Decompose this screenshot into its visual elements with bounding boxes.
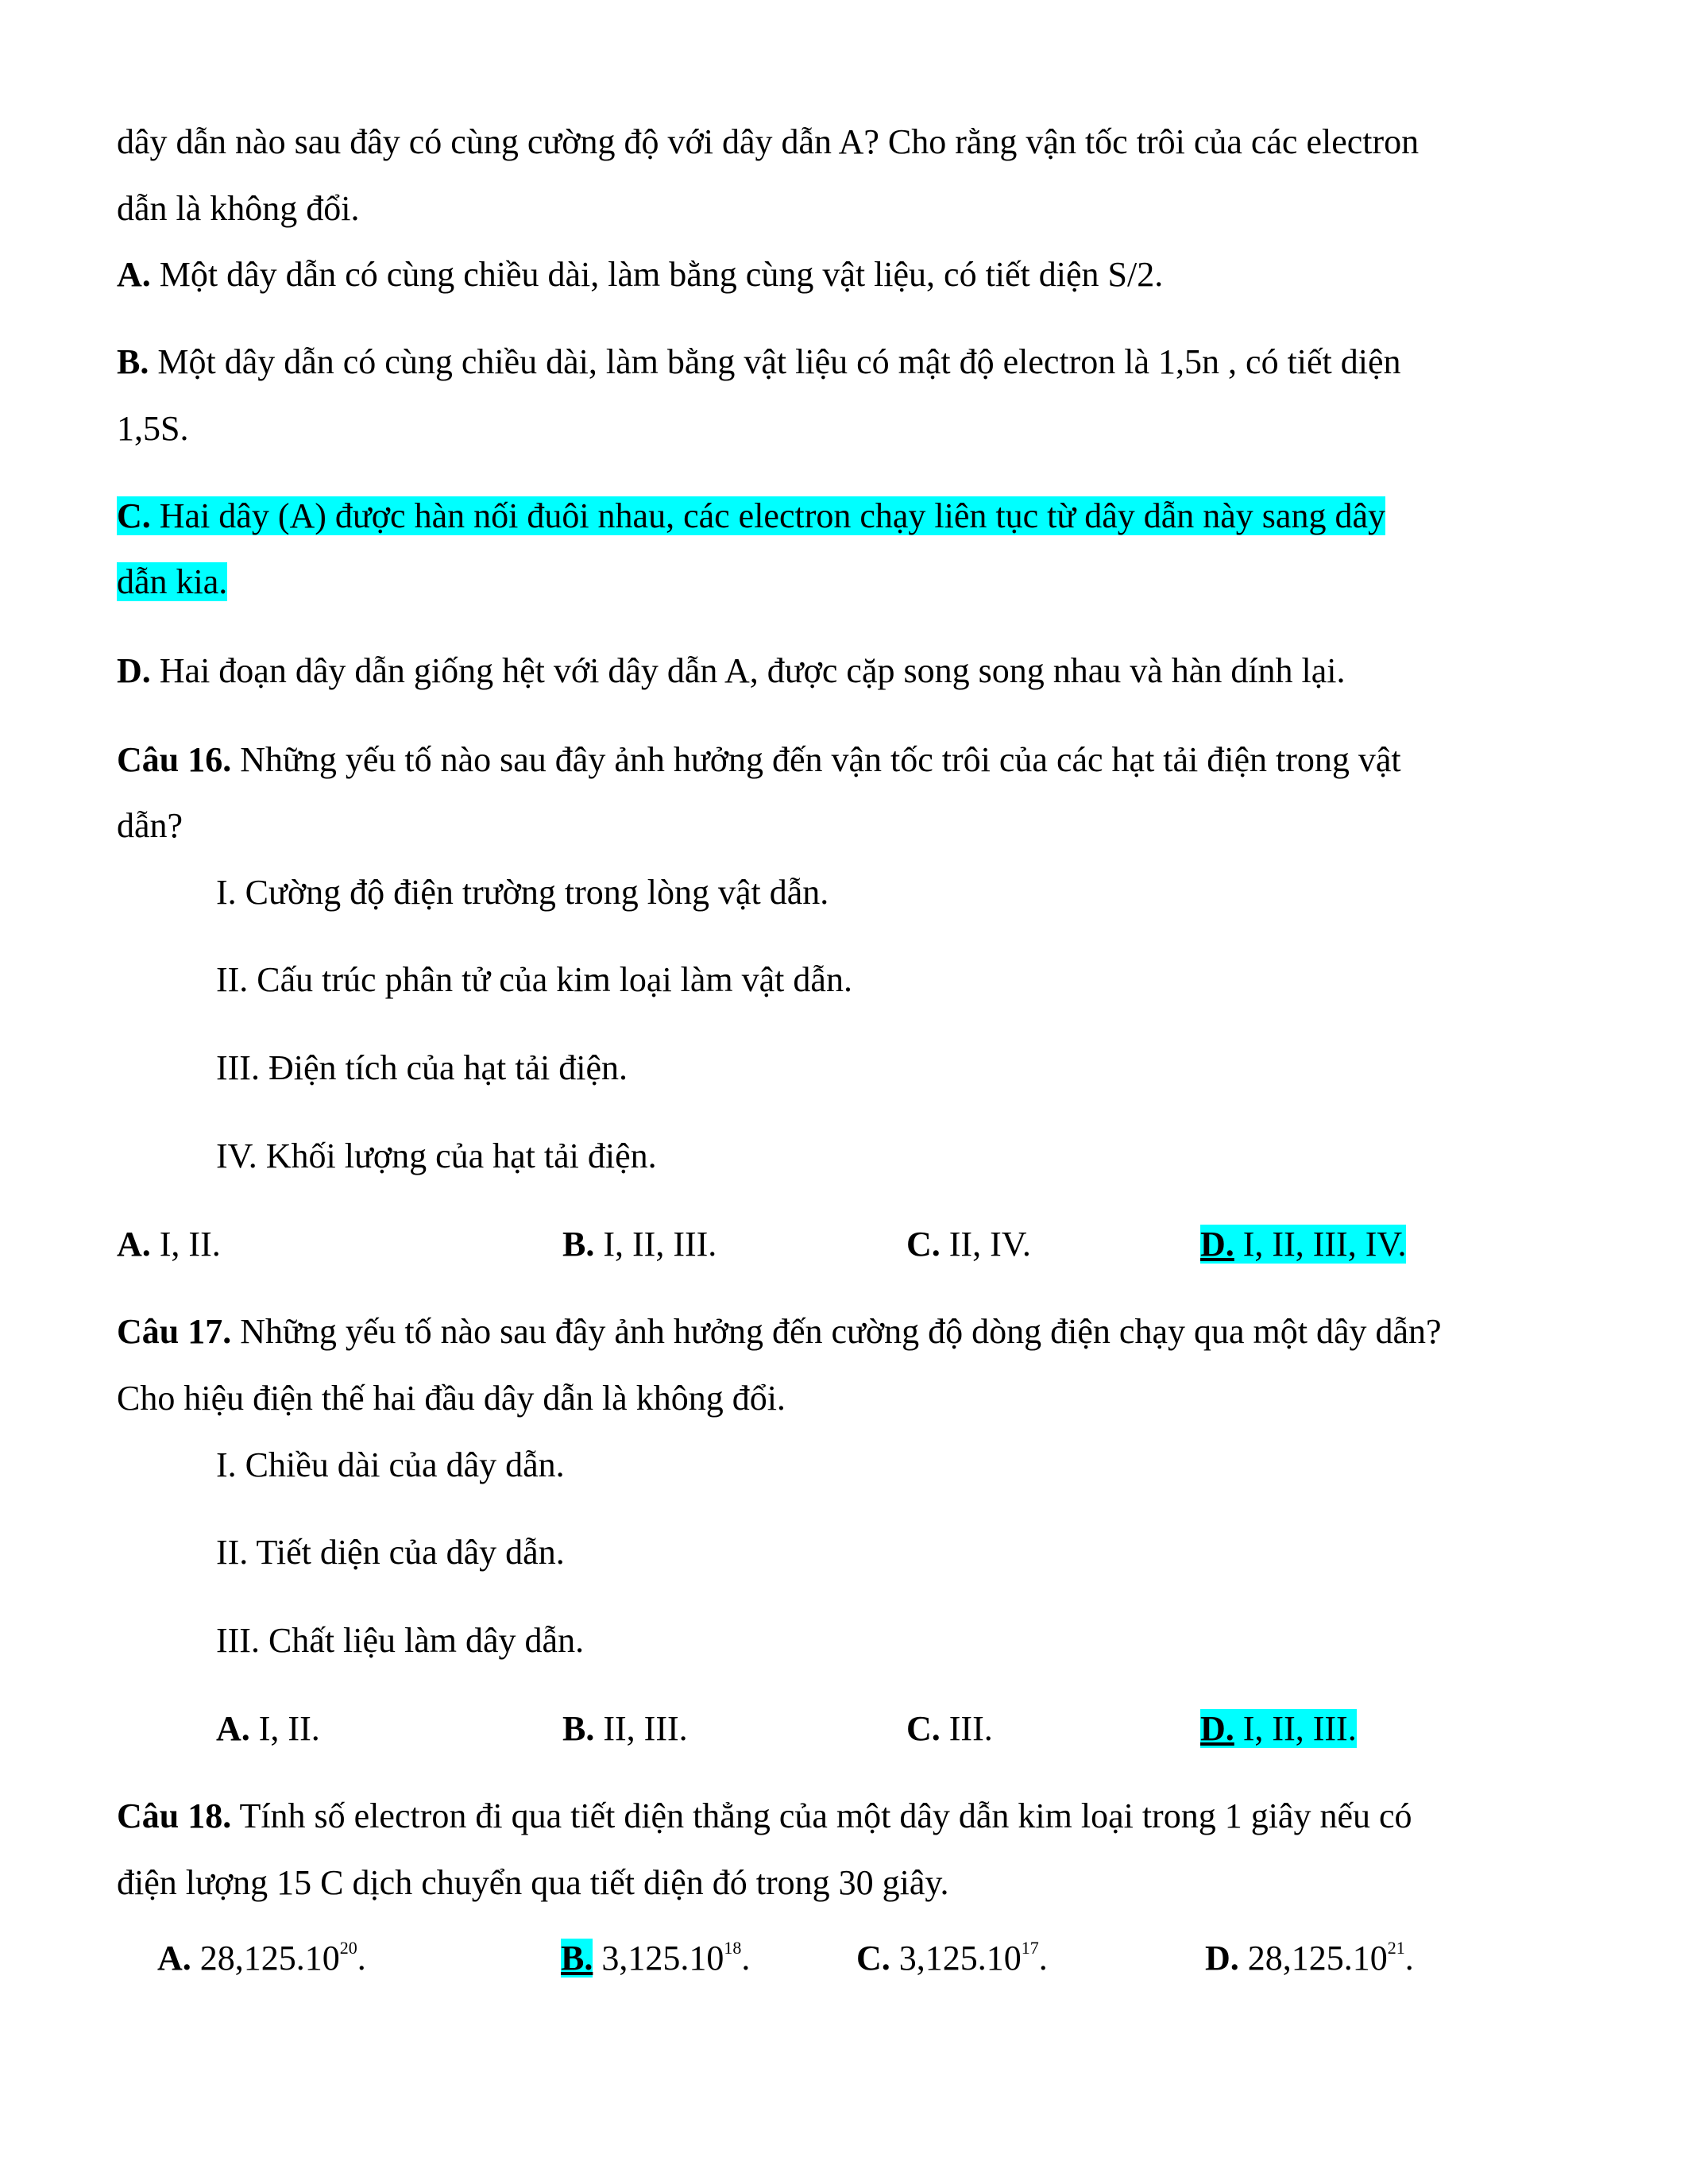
q17-item: III. Chất liệu làm dây dẫn. (216, 1621, 585, 1660)
option-text: I, II, III. (594, 1225, 717, 1264)
option-label: C. (117, 496, 151, 535)
option-end: . (357, 1939, 366, 1978)
q15-option-d[interactable] (117, 651, 1346, 690)
option-label: A. (157, 1939, 191, 1978)
option-label: D. (1205, 1939, 1239, 1978)
option-exponent: 21 (1387, 1938, 1405, 1958)
option-label: D. (1200, 1709, 1234, 1748)
option-label: B. (561, 1939, 593, 1978)
option-label: D. (1200, 1225, 1234, 1264)
option-text: II, IV. (940, 1225, 1031, 1264)
option-text: I, II, III. (1234, 1709, 1357, 1748)
option-label: A. (117, 1225, 151, 1264)
question-label: Câu 16. (117, 740, 232, 779)
option-value: 3,125.10 (898, 1939, 1022, 1978)
intro-line-1: dây dẫn nào sau đây có cùng cường độ với dây dẫn A? Cho rằng vận tốc trôi của các electron (117, 122, 1420, 161)
option-text: I, II, III, IV. (1234, 1225, 1407, 1264)
q17-option-c[interactable] (906, 1711, 993, 1746)
answer-highlight (561, 1939, 593, 1978)
q17-stem-2: Cho hiệu điện thế hai đầu dây dẫn là không đổi. (117, 1379, 786, 1418)
q15-option-a[interactable] (117, 257, 1163, 292)
q16-option-d[interactable] (1200, 1227, 1406, 1262)
q17-option-b[interactable] (562, 1711, 688, 1746)
answer-highlight (1200, 1709, 1357, 1748)
question-text: Những yếu tố nào sau đây ảnh hưởng đến cường độ dòng điện chạy qua một dây dẫn? (231, 1312, 1442, 1351)
option-label: A. (117, 255, 151, 294)
question-label: Câu 17. (117, 1312, 232, 1351)
option-text: I, II. (249, 1709, 320, 1748)
q16-item: I. Cường độ điện trường trong lòng vật dẫn. (216, 873, 829, 912)
answer-highlight (117, 496, 1385, 535)
option-value: 3,125.10 (601, 1939, 724, 1978)
option-exponent: 17 (1021, 1938, 1039, 1958)
q17-option-d[interactable] (1200, 1711, 1357, 1746)
q16-option-a[interactable] (117, 1227, 221, 1262)
option-label: B. (562, 1225, 595, 1264)
option-value: 28,125.10 (1247, 1939, 1388, 1978)
option-text: Hai đoạn dây dẫn giống hệt với dây dẫn A, được cặp song song nhau và hàn dính lại. (150, 651, 1346, 690)
intro-line-2: dẫn là không đổi. (117, 189, 360, 228)
q18-option-c[interactable] (856, 1938, 1048, 1978)
option-text: Một dây dẫn có cùng chiều dài, làm bằng cùng vật liệu, có tiết diện S/2. (150, 255, 1164, 294)
q15-option-c[interactable] (117, 496, 1385, 535)
option-label: A. (216, 1709, 250, 1748)
q15-option-b-cont: 1,5S. (117, 409, 189, 448)
q16-stem-2: dẫn? (117, 806, 183, 845)
q16-item: III. Điện tích của hạt tải điện. (216, 1048, 628, 1087)
q16-stem-1 (117, 740, 1401, 779)
option-end: . (1038, 1939, 1048, 1978)
option-exponent: 20 (339, 1938, 357, 1958)
q16-item: II. Cấu trúc phân tử của kim loại làm vật dẫn. (216, 960, 852, 999)
option-value: 28,125.10 (199, 1939, 340, 1978)
option-label: B. (117, 342, 149, 381)
q17-item: I. Chiều dài của dây dẫn. (216, 1445, 565, 1484)
option-label: B. (562, 1709, 595, 1748)
option-label: D. (117, 651, 151, 690)
answer-highlight-text: dẫn kia. (117, 562, 228, 601)
q18-option-d[interactable] (1205, 1938, 1414, 1978)
option-text: I, II. (150, 1225, 221, 1264)
option-end: . (1404, 1939, 1414, 1978)
option-text: II, III. (594, 1709, 688, 1748)
option-text: III. (940, 1709, 993, 1748)
option-text: Hai dây (A) được hàn nối đuôi nhau, các electron chạy liên tục từ dây dẫn này sang dây (150, 496, 1385, 535)
option-text: Một dây dẫn có cùng chiều dài, làm bằng vật liệu có mật độ electron là 1,5n , có tiết diện (149, 342, 1401, 381)
answer-highlight (1200, 1225, 1406, 1264)
q15-option-c-cont (117, 562, 228, 601)
q18-stem-2: điện lượng 15 C dịch chuyển qua tiết diện đó trong 30 giây. (117, 1863, 949, 1902)
option-label: C. (906, 1709, 941, 1748)
option-label: C. (856, 1939, 890, 1978)
q17-item: II. Tiết diện của dây dẫn. (216, 1533, 565, 1572)
option-end: . (741, 1939, 751, 1978)
q17-stem-1 (117, 1314, 1442, 1349)
q16-item: IV. Khối lượng của hạt tải điện. (216, 1136, 657, 1175)
q18-option-b[interactable] (561, 1938, 751, 1978)
q16-option-c[interactable] (906, 1227, 1031, 1262)
question-text: Tính số electron đi qua tiết diện thẳng của một dây dẫn kim loại trong 1 giây nếu có (231, 1796, 1412, 1835)
q16-option-b[interactable] (562, 1227, 717, 1262)
q15-option-b[interactable] (117, 342, 1401, 381)
question-label: Câu 18. (117, 1796, 232, 1835)
q17-option-a[interactable] (216, 1711, 320, 1746)
option-exponent: 18 (724, 1938, 742, 1958)
question-text: Những yếu tố nào sau đây ảnh hưởng đến vận tốc trôi của các hạt tải điện trong vật (231, 740, 1401, 779)
option-label: C. (906, 1225, 941, 1264)
q18-stem-1 (117, 1796, 1412, 1835)
q18-option-a[interactable] (157, 1938, 366, 1978)
